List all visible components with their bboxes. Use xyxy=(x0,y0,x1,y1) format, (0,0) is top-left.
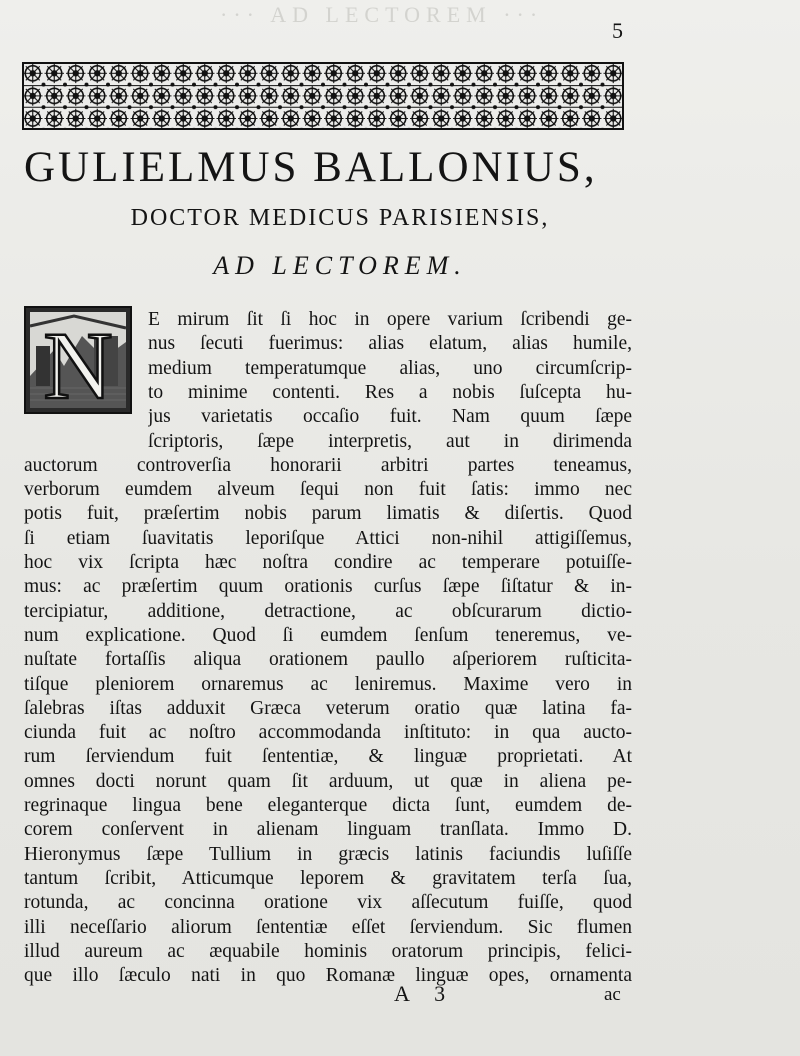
body-line: tiſque pleniorem ornaremus ac leniremus. Maxime vero in xyxy=(24,673,632,695)
body-line: corem conſervent in alienam linguam tranſlata. Immo D. xyxy=(24,819,632,841)
body-line: tantum ſcribit, Atticumque leporem & gravitatem terſa ſua, xyxy=(24,867,632,889)
body-line: illud aureum ac æquabile hominis oratorum principis, felici- xyxy=(24,940,632,962)
ornamental-headpiece xyxy=(22,62,624,130)
body-line: nus ſecuti fuerimus: alias elatum, alias humile, xyxy=(148,333,632,355)
body-line: rotunda, ac concinna oratione vix aſſecutum fuiſſe, quod xyxy=(24,892,632,914)
body-line: tercipiatur, additione, detractione, ac obſcurarum dictio- xyxy=(24,600,632,622)
author-title: GULIELMUS BALLONIUS, xyxy=(24,144,598,191)
body-line: illi neceſſario aliorum ſententiæ eſſet ſerviendum. Sic flumen xyxy=(24,916,632,938)
body-line: to minime contenti. Res a nobis ſuſcepta hu- xyxy=(148,381,632,403)
body-line: potis fuit, præſertim nobis parum limatis & diſertis. Quod xyxy=(24,503,632,525)
body-line: ciunda fuit ac noſtro accommodanda inſtituto: in qua aucto- xyxy=(24,722,632,744)
signature-mark: A 3 xyxy=(394,981,456,1006)
body-line: num explicatione. Quod ſi eumdem ſenſum teneremus, ve- xyxy=(24,624,632,646)
drop-cap-letter: N xyxy=(43,312,113,414)
address-heading: AD LECTOREM. xyxy=(213,251,467,280)
body-line: omnes docti norunt quam ſit arduum, ut quæ in aliena pe- xyxy=(24,770,632,792)
body-line: ſcriptoris, ſæpe interpretis, aut in dirimenda xyxy=(148,430,632,452)
body-line: E mirum ſit ſi hoc in opere varium ſcribendi ge- xyxy=(148,309,632,330)
body-line: hoc vix ſcripta hæc noſtra condire ac temperare potuiſſe- xyxy=(24,552,632,573)
body-line: auctorum controverſia honorarii arbitri partes teneamus, xyxy=(24,454,632,476)
body-line: ſi etiam ſuavitatis leporiſque Attici non-nihil attigiſſemus, xyxy=(24,527,632,549)
author-subtitle: DOCTOR MEDICUS PARISIENSIS, xyxy=(130,205,550,231)
woodcut-drop-cap xyxy=(24,306,132,414)
body-line: ſalebras iſtas adduxit Græca veterum oratio quæ latina fa- xyxy=(24,697,632,719)
body-line: jus varietatis occaſio fuit. Nam quum ſæpe xyxy=(148,406,632,428)
catchword: ac xyxy=(604,984,621,1005)
body-line: medium temperatumque alias, uno circumſcrip- xyxy=(148,357,632,379)
body-line: regrinaque lingua bene eleganterque dicta ſunt, eumdem de- xyxy=(24,795,632,816)
body-line: nuſtate fortaſſis aliqua orationem paullo aſperiorem ruſticita- xyxy=(24,649,632,671)
body-line: verborum eumdem alveum ſequi non fuit ſatis: immo nec xyxy=(24,479,632,501)
show-through-text: ··· AD LECTOREM ··· xyxy=(220,2,544,27)
body-line: rum ſerviendum fuit ſententiæ, & linguæ proprietati. At xyxy=(24,746,632,768)
page-number: 5 xyxy=(612,18,623,43)
body-line: Hieronymus ſæpe Tullium in græcis latinis faciundis luſiſſe xyxy=(24,843,632,865)
body-line: que illo ſæculo nati in quo Romanæ linguæ opes, ornamenta xyxy=(24,965,632,987)
body-line: mus: ac præſertim quum orationis curſus ſæpe ſiſtatur & in- xyxy=(24,576,632,598)
